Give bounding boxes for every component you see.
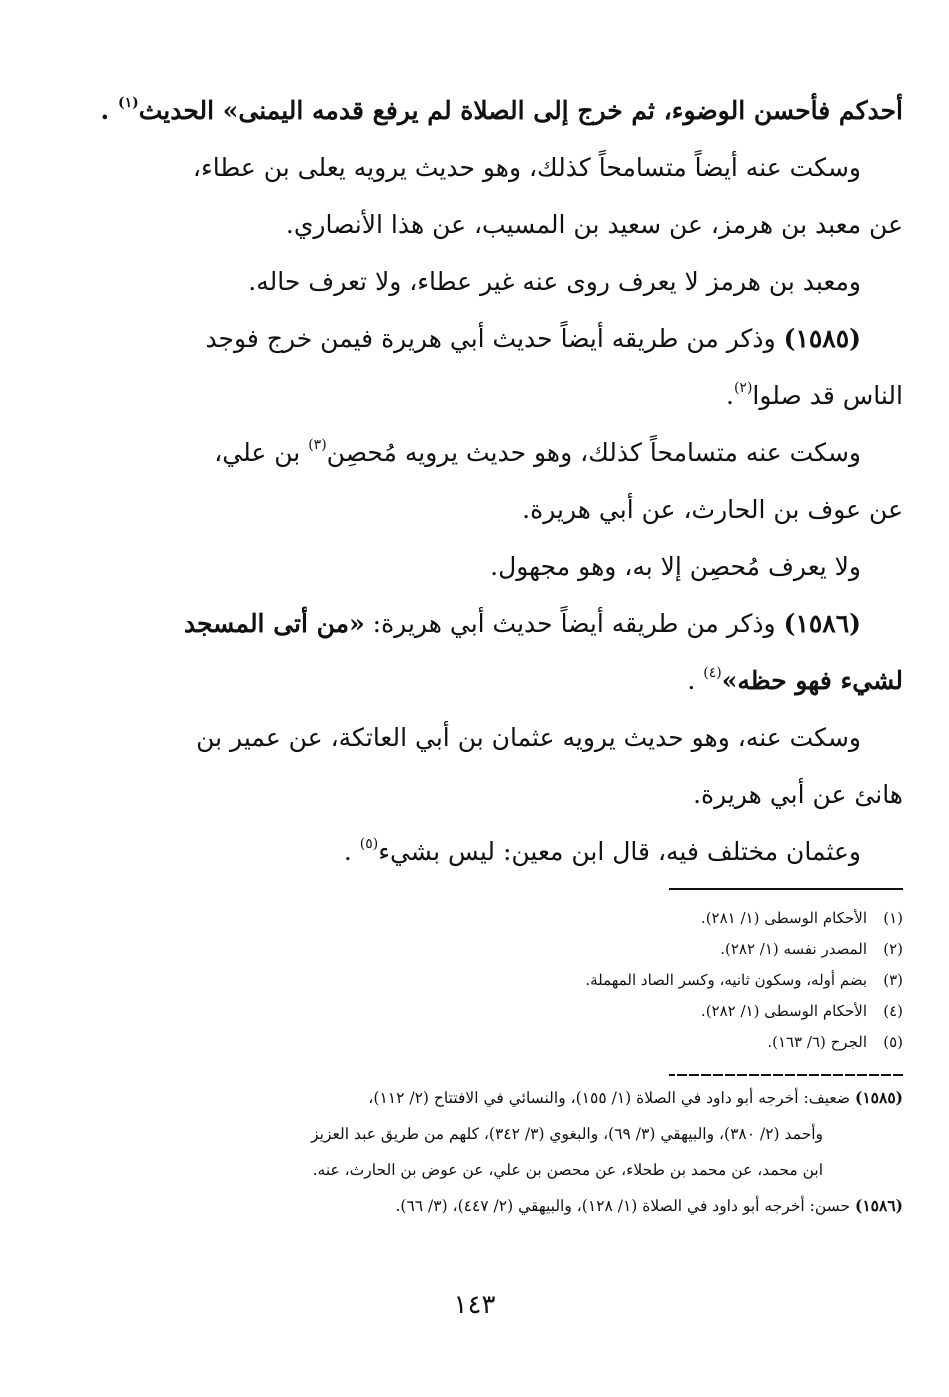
- hadith-number: (١٥٨٦): [783, 609, 861, 638]
- takhrij-line: ابن محمد، عن محمد بن طحلاء، عن محصن بن علي، عن عوض بن الحارث، عنه.: [312, 1161, 823, 1179]
- hadith-entry-1586: (١٥٨٦) وذكر من طريقه أيضاً حديث أبي هريرة: «من أتى المسجد: [183, 609, 861, 638]
- footnote: (٥)الجرح (٦/ ١٦٣).: [767, 1033, 903, 1051]
- takhrij-line: (١٥٨٥) ضعيف: أخرجه أبو داود في الصلاة (١/ ١٥٥)، والنسائي في الافتتاح (٢/ ١١٢)،: [368, 1088, 903, 1107]
- text-line: وسكت عنه متسامحاً كذلك، وهو حديث يرويه مُحصِن$^{(٣)}$ بن علي،: [214, 437, 861, 467]
- page-number: ١٤٣: [453, 1290, 496, 1320]
- text-line: ومعبد بن هرمز لا يعرف روى عنه غير عطاء، ولا تعرف حاله.: [248, 267, 861, 296]
- main-text: [100, 82, 903, 880]
- text-line: هانئ عن أبي هريرة.: [693, 780, 903, 809]
- hadith-number: (١٥٨٥): [783, 324, 861, 353]
- text-line: لشيء فهو حظه»$^{(٤)}$ .: [687, 665, 903, 695]
- text-line: عن عوف بن الحارث، عن أبي هريرة.: [522, 495, 903, 524]
- text-line: الناس قد صلوا$^{(٢)}$.: [726, 380, 903, 410]
- text-line: ولا يعرف مُحصِن إلا به، وهو مجهول.: [490, 552, 861, 581]
- footnotes: [203, 903, 903, 1058]
- takhrij-line: وأحمد (٢/ ٣٨٠)، والبيهقي (٣/ ٦٩)، والبغوي (٣/ ٣٤٢)، كلهم من طريق عبد العزيز: [311, 1125, 823, 1143]
- takhrij-notes: [203, 1080, 903, 1224]
- takhrij-separator: [669, 1074, 903, 1076]
- footnote: (٢)المصدر نفسه (١/ ٢٨٢).: [720, 940, 903, 958]
- text-line: وسكت عنه أيضاً متسامحاً كذلك، وهو حديث يرويه يعلى بن عطاء،: [192, 153, 861, 182]
- takhrij-line: (١٥٨٦) حسن: أخرجه أبو داود في الصلاة (١/ ١٢٨)، والبيهقي (٢/ ٤٤٧)، (٣/ ٦٦).: [395, 1196, 903, 1215]
- text-line: أحدكم فأحسن الوضوء، ثم خرج إلى الصلاة لم يرفع قدمه اليمنى» الحديث$^{(١)}$ .: [100, 95, 903, 125]
- text-line: وسكت عنه، وهو حديث يرويه عثمان بن أبي العاتكة، عن عمير بن: [196, 723, 861, 752]
- footnote: (٣)بضم أوله، وسكون ثانيه، وكسر الصاد المهملة.: [585, 971, 903, 989]
- footnote: (١)الأحكام الوسطى (١/ ٢٨١).: [700, 909, 903, 927]
- footnote-separator: [669, 888, 903, 890]
- text-line: عن معبد بن هرمز، عن سعيد بن المسيب، عن هذا الأنصاري.: [285, 210, 903, 239]
- hadith-entry-1585: (١٥٨٥) وذكر من طريقه أيضاً حديث أبي هريرة فيمن خرج فوجد: [205, 324, 861, 353]
- text-line: وعثمان مختلف فيه، قال ابن معين: ليس بشيء$^{(٥)}$ .: [343, 836, 861, 866]
- footnote: (٤)الأحكام الوسطى (١/ ٢٨٢).: [700, 1002, 903, 1020]
